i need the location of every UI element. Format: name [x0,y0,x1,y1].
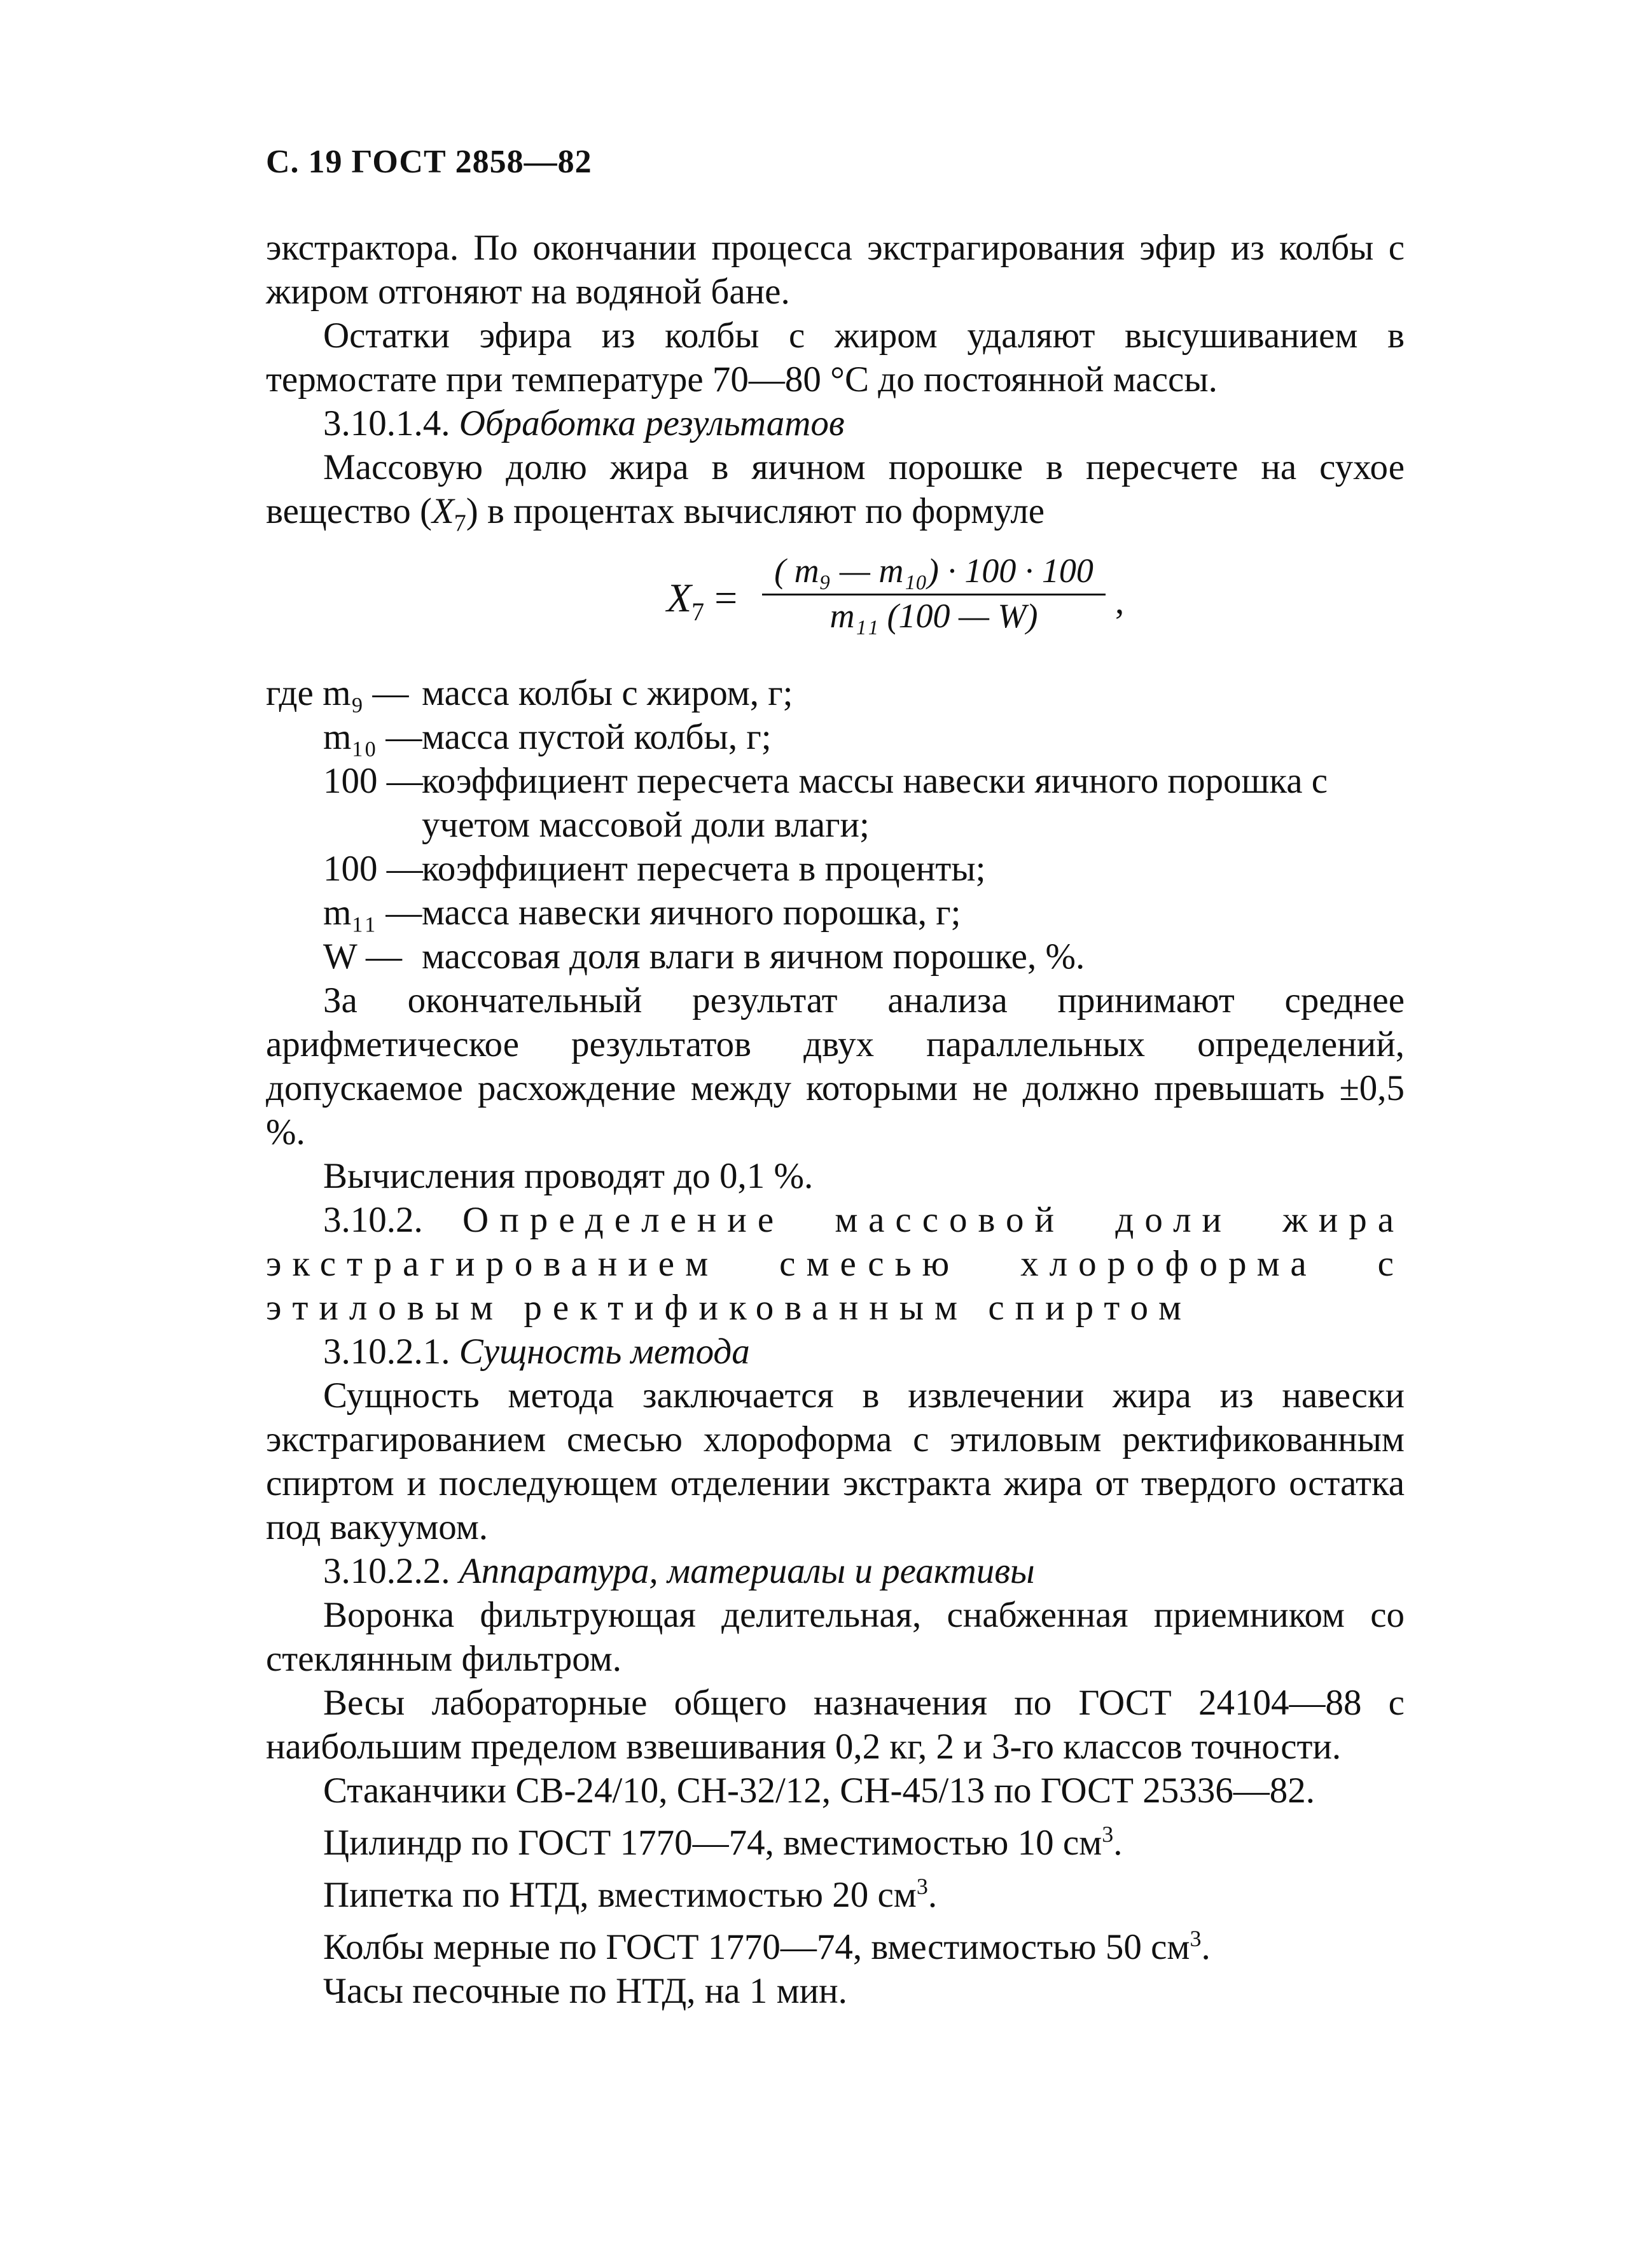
page-header: С. 19 ГОСТ 2858—82 [266,144,592,180]
formula-denominator: m₁₁ (100 — W) [829,597,1038,636]
section-title: Обработка результатов [459,403,845,443]
formula-comma: , [1115,581,1125,622]
superscript: 3 [916,1874,928,1900]
legend-symbol: m₁₁ — [323,893,422,933]
legend-text: масса навески яичного порошка, г; [422,893,961,933]
legend-row [266,715,1405,759]
intro-text-a: Массовую долю жира в яичном порошке в пересчете на сухое вещество ( [266,447,1405,531]
section-number: 3.10.1.4. [323,403,450,443]
formula-lhs-sub: 7 [691,597,705,627]
section-3-10-2-1 [266,1330,1405,1374]
section-title: Определение массовой доли жира экстрагированием смесью хлороформа с этиловым ректификованным спиртом [266,1200,1405,1328]
formula-equals: = [714,575,738,621]
superscript: 3 [1102,1821,1114,1848]
paragraph-beakers: Стаканчики СВ-24/10, СН-32/12, СН-45/13 по ГОСТ 25336—82. [323,1771,1315,1811]
paragraph-method-essence: Сущность метода заключается в извлечении жира из навески экстрагированием смесью хлороформа с этиловым ректификованным спиртом и последующем отделении экстракта жира от твердого остатка под вакуумом. [266,1375,1405,1548]
intro-variable: X [431,491,454,531]
legend-symbol: m₁₀ — [323,717,422,758]
fat-fraction-formula [266,550,1405,652]
formula-lhs-var: X [667,575,692,621]
legend-row [266,847,1405,891]
text: . [1113,1823,1123,1863]
text: Пипетка по НТД, вместимостью 20 см [323,1875,917,1916]
section-3-10-1-4 [266,401,1405,445]
superscript: 3 [1190,1926,1202,1952]
intro-text-b: ) в процентах вычисляют по формуле [466,491,1045,531]
text: . [927,1875,938,1916]
legend-row [266,759,1405,847]
legend-row [266,671,1405,715]
text: Колбы мерные по ГОСТ 1770—74, вместимостью 50 см [323,1927,1190,1968]
section-number: 3.10.2.1. [323,1332,450,1372]
section-number: 3.10.2. [323,1200,423,1241]
legend-symbol: 100 — [323,849,423,889]
paragraph-scales: Весы лабораторные общего назначения по ГОСТ 24104—88 с наибольшим пределом взвешивания 0,2 кг, 2 и 3-го классов точности. [266,1683,1405,1767]
paragraph-ether-residue: Остатки эфира из колбы с жиром удаляют высушиванием в термостате при температуре 70—80 °С до постоянной массы. [266,316,1405,400]
legend-text: масса колбы с жиром, г; [422,673,793,714]
section-3-10-2 [266,1198,1405,1330]
formula-lhs [667,576,737,634]
legend-symbol: где m₉ — [266,673,409,714]
paragraph-extractor: экстрактора. По окончании процесса экстрагирования эфир из колбы с жиром отгоняют на водяной бане. [266,228,1405,312]
legend-symbol: W — [323,937,403,977]
paragraph-final-result: За окончательный результат анализа принимают среднее арифметическое результатов двух параллельных определений, допускаемое расхождение между которыми не должно превышать ±0,5 %. [266,980,1405,1153]
formula-legend [266,671,1405,978]
formula-numerator: ( m₉ — m₁₀) · 100 · 100 [762,550,1106,595]
legend-row [266,891,1405,935]
section-number: 3.10.2.2. [323,1551,450,1592]
formula-fraction [762,550,1106,636]
legend-text: коэффициент пересчета в проценты; [422,849,986,889]
legend-text: масса пустой колбы, г; [422,717,772,758]
paragraph-hourglass: Часы песочные по НТД, на 1 мин. [323,1971,847,2012]
legend-text: коэффициент пересчета массы навески яичного порошка с учетом массовой доли влаги; [422,761,1328,846]
text: . [1201,1927,1211,1968]
paragraph-precision: Вычисления проводят до 0,1 %. [323,1156,814,1197]
section-3-10-2-2 [266,1549,1405,1593]
paragraph-flasks [266,1917,1405,1969]
legend-symbol: 100 — [323,761,423,802]
document-body [266,226,1405,2013]
intro-variable-sub: 7 [454,510,466,537]
legend-row [266,935,1405,978]
paragraph-formula-intro [266,445,1405,545]
legend-text: массовая доля влаги в яичном порошке, %. [422,937,1085,977]
paragraph-funnel: Воронка фильтрующая делительная, снабженная приемником со стеклянным фильтром. [266,1595,1405,1680]
paragraph-pipette [266,1865,1405,1917]
section-title: Сущность метода [459,1332,750,1372]
text: Цилиндр по ГОСТ 1770—74, вместимостью 10 см [323,1823,1102,1863]
section-title: Аппаратура, материалы и реактивы [459,1551,1035,1592]
paragraph-cylinder [266,1813,1405,1865]
